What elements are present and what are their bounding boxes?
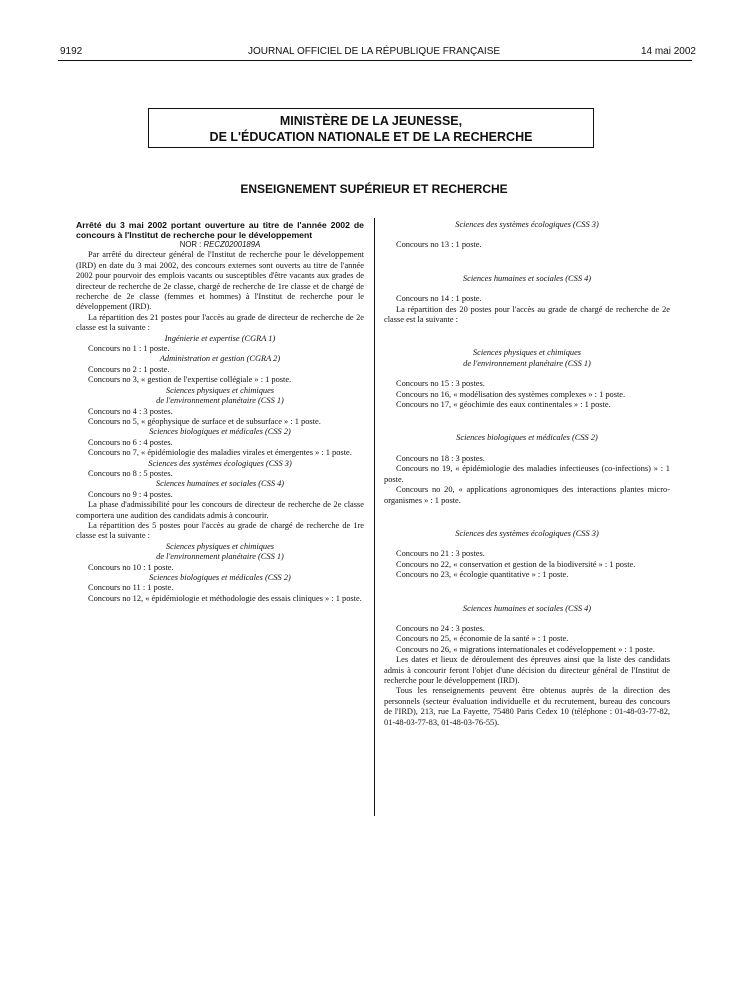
- concours-item: Concours no 10 : 1 poste.: [88, 562, 174, 572]
- group-heading-line-2: de l'environnement planétaire (CSS 1): [463, 358, 591, 368]
- concours-item: Concours no 19, « épidémiologie des maladies infectieuses (co-infections) » : 1 poste.: [384, 464, 670, 484]
- group-heading: Sciences des systèmes écologiques (CSS 3): [455, 528, 599, 538]
- concours-item: Concours no 5, « géophysique de surface et de subsurface » : 1 poste.: [88, 416, 321, 426]
- concours-item: Concours no 6 : 4 postes.: [88, 437, 173, 447]
- repartition-dr: La répartition des 21 postes pour l'accès au grade de directeur de recherche de 2e classe est la suivante :: [76, 312, 364, 333]
- concours-item: Concours no 8 : 5 postes.: [88, 468, 173, 478]
- left-column: [76, 220, 364, 604]
- ministry-box: [148, 108, 594, 148]
- concours-item: Concours no 18 : 3 postes.: [396, 453, 485, 463]
- ministry-line-1: MINISTÈRE DE LA JEUNESSE,: [279, 114, 463, 128]
- concours-item: Concours no 7, « épidémiologie des maladies virales et émergentes » : 1 poste.: [88, 448, 352, 458]
- admissibility-paragraph: La phase d'admissibilité pour les concours de directeur de recherche de 2e classe comportera une audition des candidats admis à concourir.: [76, 500, 364, 520]
- group-heading: Sciences humaines et sociales (CSS 4): [462, 273, 592, 283]
- right-column: [384, 220, 670, 728]
- concours-item: Concours no 17, « géochimie des eaux continentales » : 1 poste.: [396, 400, 611, 410]
- group-heading-line-1: Sciences physiques et chimiques: [472, 348, 582, 358]
- concours-item: Concours no 15 : 3 postes.: [396, 379, 485, 389]
- concours-item: Concours no 1 : 1 poste.: [88, 344, 170, 354]
- concours-item: Concours no 2 : 1 poste.: [88, 364, 170, 374]
- header-rule: [58, 60, 692, 61]
- column-divider: [374, 218, 375, 816]
- group-heading-line-1: Sciences physiques et chimiques: [165, 541, 275, 551]
- issue-date: 14 mai 2002: [640, 46, 696, 57]
- group-heading: Sciences des systèmes écologiques (CSS 3): [455, 220, 599, 229]
- concours-item: Concours no 11 : 1 poste.: [88, 583, 174, 593]
- repartition-cr2: La répartition des 20 postes pour l'accès au grade de chargé de recherche de 2e classe est la suivante :: [384, 304, 670, 325]
- group-heading: Sciences des systèmes écologiques (CSS 3): [148, 458, 292, 468]
- page-number: 9192: [60, 46, 83, 57]
- group-heading: Administration et gestion (CGRA 2): [159, 354, 281, 364]
- ministry-line-2: DE L'ÉDUCATION NATIONALE ET DE LA RECHERCHE: [209, 130, 533, 144]
- concours-item: Concours no 20, « applications agronomiques des interactions plantes micro-organismes » : 1 poste.: [384, 485, 670, 505]
- intro-paragraph: Par arrêté du directeur général de l'Institut de recherche pour le développement (IRD) en date du 3 mai 2002, des concours externes sont ouverts au titre de l'année 2002 pour pourvoir des emplois vacants ou susceptibles d'être vacants aux grades de directeur de recherche de 2e classe, chargé de recherche de 1re classe et de chargé de recherche de 2e classe (femmes et hommes) à l'Institut de recherche pour le développement (IRD).: [76, 250, 364, 312]
- concours-item: Concours no 22, « conservation et gestion de la biodiversité » : 1 poste.: [396, 559, 636, 569]
- group-heading: Ingénierie et expertise (CGRA 1): [164, 333, 276, 343]
- repartition-cr1: La répartition des 5 postes pour l'accès au grade de chargé de recherche de 1re classe est la suivante :: [76, 520, 364, 541]
- concours-item: Concours no 13 : 1 poste.: [396, 240, 482, 250]
- group-heading: Sciences biologiques et médicales (CSS 2): [149, 573, 291, 582]
- group-heading-line-1: Sciences physiques et chimiques: [165, 385, 275, 395]
- journal-title: JOURNAL OFFICIEL DE LA RÉPUBLIQUE FRANÇAISE: [247, 46, 501, 57]
- group-heading-line-2: de l'environnement planétaire (CSS 1): [156, 552, 284, 562]
- concours-item: Concours no 24 : 3 postes.: [396, 623, 485, 633]
- concours-item: Concours no 26, « migrations internationales et codéveloppement » : 1 poste.: [396, 644, 655, 654]
- group-heading: [76, 386, 364, 407]
- concours-item: Concours no 14 : 1 poste.: [396, 294, 482, 304]
- section-title: ENSEIGNEMENT SUPÉRIEUR ET RECHERCHE: [240, 182, 508, 196]
- nor-reference: [76, 240, 364, 250]
- concours-item: Concours no 16, « modélisation des systèmes complexes » : 1 poste.: [396, 389, 626, 399]
- nor-label: NOR :: [179, 240, 204, 249]
- nor-code: RECZ0200189A: [203, 240, 261, 249]
- contact-paragraph: Tous les renseignements peuvent être obtenus auprès de la direction des personnels (secteur évaluation individuelle et du recrutement, bureau des concours de l'IRD), 213, rue La Fayette, 75480 Paris Cedex 10 (téléphone : 01-48-03-77-82, 01-48-03-77-83, 01-48-03-76-55).: [384, 686, 670, 727]
- group-heading: [76, 542, 364, 563]
- group-heading: Sciences humaines et sociales (CSS 4): [462, 603, 592, 613]
- concours-item: Concours no 12, « épidémiologie et méthodologie des essais cliniques » : 1 poste.: [88, 593, 362, 603]
- group-heading: Sciences humaines et sociales (CSS 4): [155, 479, 285, 489]
- decree-title: Arrêté du 3 mai 2002 portant ouverture au titre de l'année 2002 de concours à l'Institut de recherche pour le développement: [76, 220, 364, 240]
- group-heading: Sciences biologiques et médicales (CSS 2): [149, 427, 291, 437]
- dates-paragraph: Les dates et lieux de déroulement des épreuves ainsi que la liste des candidats admis à concourir feront l'objet d'une décision du directeur général de l'Institut de recherche pour le développement (IRD).: [384, 655, 670, 685]
- concours-item: Concours no 4 : 3 postes.: [88, 406, 173, 416]
- group-heading: [384, 348, 670, 369]
- group-heading: Sciences biologiques et médicales (CSS 2): [456, 433, 598, 443]
- concours-item: Concours no 23, « écologie quantitative » : 1 poste.: [396, 570, 569, 580]
- concours-item: Concours no 9 : 4 postes.: [88, 489, 173, 499]
- concours-item: Concours no 25, « économie de la santé » : 1 poste.: [396, 634, 569, 644]
- group-heading-line-2: de l'environnement planétaire (CSS 1): [156, 396, 284, 406]
- concours-item: Concours no 21 : 3 postes.: [396, 549, 485, 559]
- concours-item: Concours no 3, « gestion de l'expertise collégiale » : 1 poste.: [88, 375, 292, 385]
